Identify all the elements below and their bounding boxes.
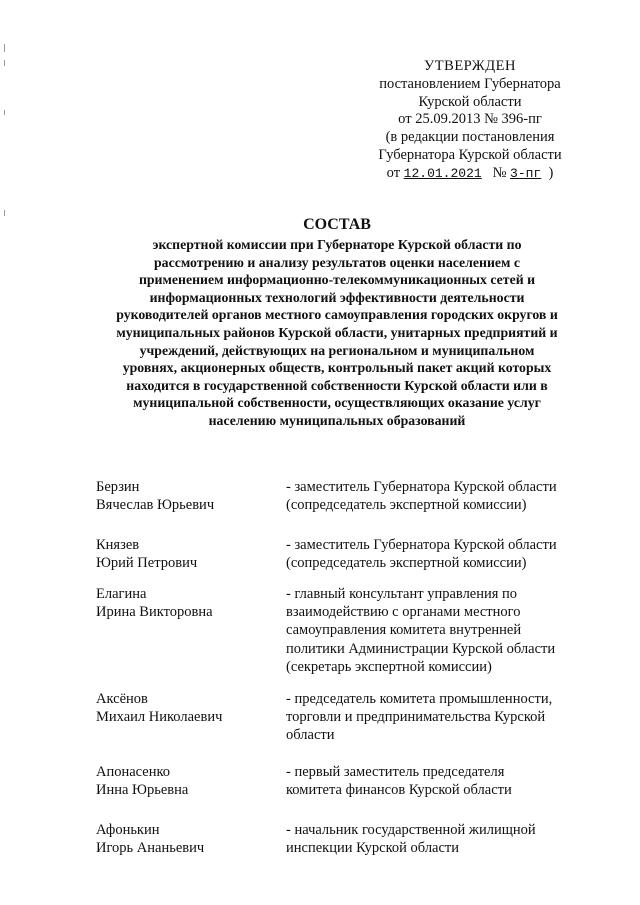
role-line: политики Администрации Курской области [286, 640, 556, 657]
title-heading: СОСТАВ [303, 216, 371, 233]
amendment-number: 3-пг [510, 165, 542, 181]
member-given-names: Вячеслав Юрьевич [96, 497, 215, 514]
role-line: (секретарь экспертной комиссии) [286, 658, 492, 675]
title-line: информационных технологий эффективности деятельности [149, 289, 525, 305]
amendment-date-line [320, 165, 620, 183]
amendment-date: 12.01.2021 [403, 165, 482, 181]
approval-line: Губернатора Курской области [378, 146, 562, 163]
member-entry [96, 821, 586, 861]
member-surname: Князев [96, 537, 140, 553]
member-entry [96, 478, 586, 536]
closing-paren: ) [548, 164, 554, 181]
role-line: - заместитель Губернатора Курской области [286, 479, 557, 495]
member-role [286, 478, 578, 514]
role-line: - первый заместитель председателя [286, 764, 505, 780]
member-given-names: Инна Юрьевна [96, 782, 189, 799]
role-line: торговли и предпринимательства Курской [286, 709, 546, 726]
member-entry [96, 763, 586, 821]
role-line: инспекции Курской области [286, 840, 460, 857]
member-role [286, 536, 578, 572]
role-line: области [286, 727, 335, 744]
role-line: - заместитель Губернатора Курской области [286, 537, 557, 553]
commission-members-list [96, 478, 586, 861]
member-given-names: Игорь Ананьевич [96, 840, 205, 857]
title-line: применением информационно-телекоммуникационных сетей и [138, 272, 536, 288]
member-given-names: Михаил Николаевич [96, 709, 223, 726]
approval-line: постановлением Губернатора [379, 75, 561, 92]
member-name [96, 821, 276, 857]
member-entry [96, 585, 586, 690]
member-surname: Афонькин [96, 822, 160, 838]
title-line: рассмотрению и анализу результатов оценки населением с [154, 254, 520, 270]
title-line: населению муниципальных образований [208, 412, 466, 428]
role-line: комитета финансов Курской области [286, 782, 512, 799]
title-line: уровнях, акционерных обществ, контрольный пакет акций которых [122, 360, 552, 376]
title-line: учреждений, действующих на региональном и муниципальном [139, 342, 535, 358]
title-line: муниципальной собственности, осуществляющих оказание услуг [133, 395, 541, 411]
member-name [96, 763, 276, 799]
role-line: взаимодействию с органами местного [286, 604, 521, 621]
member-surname: Елагина [96, 586, 147, 602]
role-line: (сопредседатель экспертной комиссии) [286, 555, 527, 572]
member-role [286, 585, 578, 676]
approval-stamp [320, 58, 620, 183]
member-name [96, 690, 276, 726]
title-line: руководителей органов местного самоуправления городских округов и [116, 307, 558, 323]
number-prefix: № [492, 164, 507, 181]
title-line: находится в государственной собственности Курской области или в [126, 377, 548, 393]
member-given-names: Юрий Петрович [96, 555, 198, 572]
role-line: - главный консультант управления по [286, 586, 518, 602]
member-given-names: Ирина Викторовна [96, 604, 213, 621]
title-line: муниципальных районов Курской области, унитарных предприятий и [116, 324, 558, 340]
member-entry [96, 536, 586, 585]
title-line: экспертной комиссии при Губернаторе Курской области по [152, 237, 522, 252]
document-title [92, 216, 582, 430]
role-line: (сопредседатель экспертной комиссии) [286, 497, 527, 514]
role-line: - начальник государственной жилищной [286, 822, 536, 838]
member-entry [96, 690, 586, 763]
title-subtitle [92, 236, 582, 430]
approval-line: Курской области [418, 93, 522, 110]
role-line: самоуправления комитета внутренней [286, 622, 522, 639]
member-surname: Аксёнов [96, 691, 148, 707]
approval-line: (в редакции постановления [385, 129, 555, 146]
member-name [96, 478, 276, 514]
member-name [96, 536, 276, 572]
member-role [286, 763, 578, 799]
approval-line: от 25.09.2013 № 396-пг [398, 111, 542, 128]
member-name [96, 585, 276, 621]
member-surname: Апонасенко [96, 764, 171, 780]
member-surname: Берзин [96, 479, 140, 495]
member-role [286, 690, 578, 745]
date-prefix: от [386, 164, 401, 181]
approval-heading: УТВЕРЖДЕН [424, 58, 516, 74]
scan-edge-marks [2, 40, 8, 240]
member-role [286, 821, 578, 857]
role-line: - председатель комитета промышленности, [286, 691, 553, 707]
